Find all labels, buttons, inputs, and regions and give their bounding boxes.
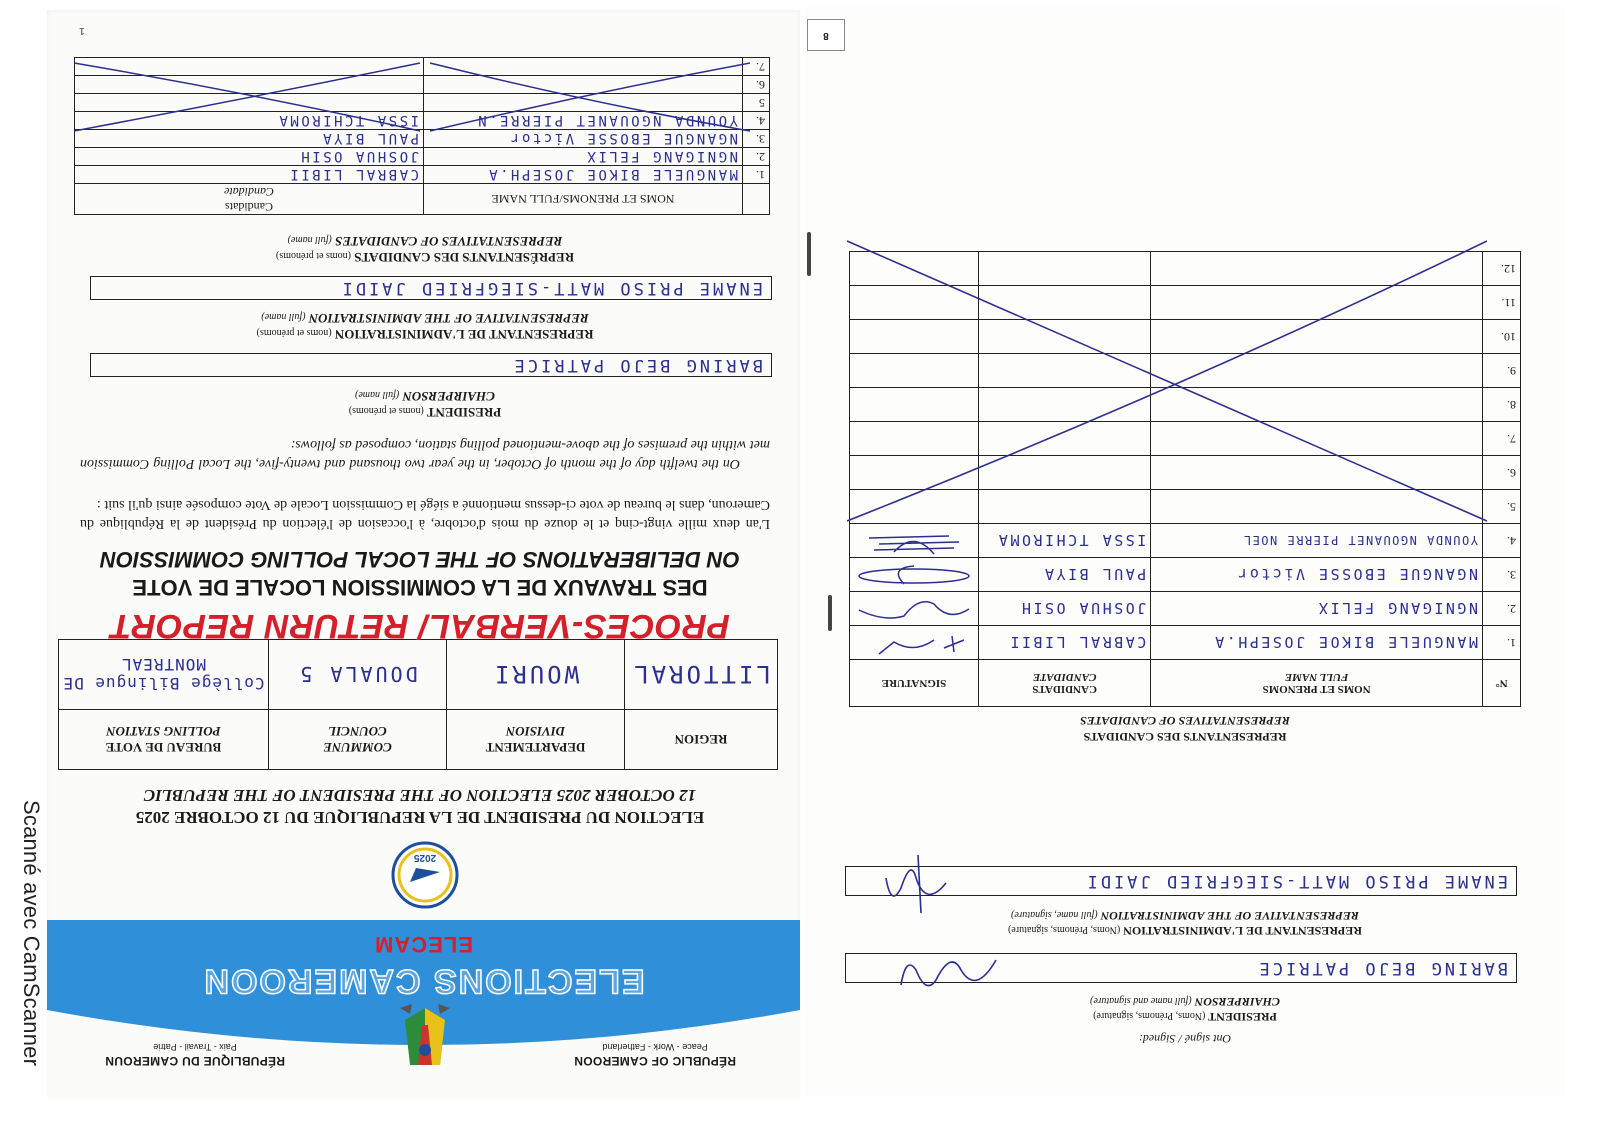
table-row: 8. <box>850 388 1521 422</box>
republic-en-block <box>540 1042 770 1068</box>
coat-of-arms-icon <box>390 1000 460 1080</box>
header-division: DEPARTEMENT DIVISION <box>447 710 625 770</box>
staple-mark <box>828 595 832 631</box>
table-row: 5 <box>75 94 770 112</box>
election-title-en: 12 OCTOBER 2025 ELECTION OF THE PRESIDENT OF THE REPUBLIC <box>143 786 697 805</box>
table-row: 2. NGNIGANG FELIX JOSHUA OSIH <box>75 148 770 166</box>
elecam-header-band <box>47 920 800 1100</box>
signed-label: Ont signé / Signed: <box>1138 1032 1232 1046</box>
sig-admin-field <box>845 866 1517 896</box>
table-row: 4. YOUNDA NGOUANET PIERRE.N ISSA TCHIROMA <box>75 112 770 130</box>
header-region: REGION <box>625 710 778 770</box>
signature-cell <box>850 524 979 558</box>
election-title <box>80 784 760 828</box>
page-number-badge: 8 <box>807 19 845 51</box>
table-row: 1. MANGUELE BIKOE JOSEPH.A CABRAL LIBII <box>850 626 1521 660</box>
signature-icon <box>874 631 974 659</box>
svg-text:2025: 2025 <box>413 852 437 863</box>
sig-candidate-reps-label-en: REPRESENTATIVES OF CANDIDATES <box>1080 714 1290 728</box>
election-seal-icon <box>390 840 460 910</box>
table-row: 11. <box>850 286 1521 320</box>
president-signature-icon <box>896 940 1006 1000</box>
sig-admin-label: REPRESENTANT DE L'ADMINISTRATION (Noms, Prénoms, signature) REPRESENTATIVE OF THE ADMINISTRATION (full name, signature) <box>1008 909 1362 938</box>
admin-rep-name: ENAME PRISO MATT-SIEGFRIED JAIDI <box>339 278 763 298</box>
motto-en: Peace - Work - Fatherland <box>602 1042 708 1052</box>
region-value: LITTORAL <box>625 640 778 710</box>
sig-president-field <box>845 953 1517 983</box>
org-name: ELECTIONS CAMEROON <box>202 962 645 1000</box>
col-full-name: NOMS ET PRENOMS FULL NAME <box>1151 660 1483 707</box>
table-row: 5. <box>850 490 1521 524</box>
signature-cell <box>850 592 979 626</box>
table-row: 1. MANGUELE BIKOE JOSEPH.A CABRAL LIBII <box>75 166 770 184</box>
corner-page-mark: 1 <box>79 25 85 36</box>
council-value: DOUALA 5 <box>269 640 447 710</box>
return-report-form-page <box>47 10 800 1100</box>
sig-admin-name: ENAME PRISO MATT-SIEGFRIED JAIDI <box>1084 871 1508 891</box>
republic-en: RÉPUBLIC OF CAMEROON <box>574 1054 736 1068</box>
republic-fr-block <box>80 1042 310 1068</box>
polling-station-value: Collège Bilingue DE MONTREAL <box>59 640 269 710</box>
admin-rep-field <box>90 276 772 300</box>
signature-icon <box>854 563 974 591</box>
table-row: 3. NGANGUE EBOSSE Victor PAUL BIYA <box>850 558 1521 592</box>
col-candidate: CANDIDATS CANDIDATE <box>979 660 1151 707</box>
table-row: 6. <box>75 76 770 94</box>
table-row: 3. NGANGUE EBOSSE Victor PAUL BIYA <box>75 130 770 148</box>
table-row: 10. <box>850 320 1521 354</box>
candidate-reps-signature-table <box>849 251 1521 707</box>
report-subtitle-en: ON DELIBERATIONS OF THE LOCAL POLLING COMMISSION <box>100 547 740 572</box>
sig-president-label: PRESIDENT (Noms, Prénoms, signature) CHAIRPERSON (full name and signature) <box>1090 995 1280 1024</box>
org-acronym: ELECAM <box>374 932 473 957</box>
scanner-watermark: Scanné avec CamScanner <box>19 800 44 1067</box>
intro-paragraph-fr: L'an deux mille vingt-cinq et le douze du mois d'octobre, à l'occasion de l'élection du Président de la République du Cameroun, dans le bureau de vote ci-dessus mentionné a siégé la Commission Locale de Vote composée ainsi qu'il suit : <box>80 497 770 531</box>
table-row: 12. <box>850 252 1521 286</box>
table-row: 6. <box>850 456 1521 490</box>
col-no: N° <box>1482 660 1520 707</box>
report-subtitle-fr: DES TRAVAUX DE LA COMMISSION LOCALE DE VOTE <box>132 575 708 600</box>
motto-fr: Paix - Travail - Patrie <box>153 1042 237 1052</box>
sig-candidate-reps-label-fr: REPRESENTANTS DES CANDIDATS <box>1083 730 1287 744</box>
table-row: 4. YOUNDA NGOUANET PIERRE NOEL ISSA TCHIROMA <box>850 524 1521 558</box>
signature-icon <box>854 597 974 625</box>
intro-paragraph-en: On the twelfth day of the month of October, in the year two thousand and twenty-five, the Local Polling Commission met within the premises of the above-mentioned polling station, composed as follows: <box>80 437 770 471</box>
table-row: 9. <box>850 354 1521 388</box>
division-value: WOURI <box>447 640 625 710</box>
signature-icon <box>854 529 974 557</box>
location-table <box>58 639 778 770</box>
header-council: COMMUNE COUNCIL <box>269 710 447 770</box>
sig-president-name: BARING BEJO PATRICE <box>1256 958 1508 978</box>
table-row: 7. <box>75 58 770 76</box>
col-signature: SIGNATURE <box>850 660 979 707</box>
president-field <box>90 353 772 377</box>
table-row: 2. NGNIGANG FELIX JOSHUA OSIH <box>850 592 1521 626</box>
candidate-reps-label: REPRÉSENTANTS DES CANDIDATS (noms et prénoms) REPRESENTATIVES OF CANDIDATES (full name) <box>275 234 575 265</box>
signature-page <box>805 6 1565 1096</box>
staple-mark <box>807 232 811 276</box>
report-title: PROCES-VERBAL/ RETURN REPORT <box>110 607 730 645</box>
col-full-name: NOMS ET PRENOMS/FULL NAME <box>424 184 743 215</box>
table-row: 7. <box>850 422 1521 456</box>
admin-rep-label: REPRESENTANT DE L'ADMINISTRATION (noms et prénoms) REPRESENTATIVE OF THE ADMINISTRATION (full name) <box>256 311 594 342</box>
president-label: PRESIDENT (noms et prénoms) CHAIRPERSON (full name) <box>348 389 502 420</box>
candidate-reps-table <box>74 57 770 215</box>
col-candidate: Candidats Candidate <box>75 184 424 215</box>
admin-signature-icon <box>876 853 956 913</box>
signature-cell <box>850 558 979 592</box>
president-name: BARING BEJO PATRICE <box>511 355 763 375</box>
election-title-fr: ELECTION DU PRESIDENT DE LA REPUBLIQUE DU 12 OCTOBRE 2025 <box>135 808 705 827</box>
republic-fr: RÉPUBLIQUE DU CAMEROUN <box>105 1054 285 1068</box>
signature-cell <box>850 626 979 660</box>
header-polling-station: BUREAU DE VOTE POLLING STATION <box>59 710 269 770</box>
